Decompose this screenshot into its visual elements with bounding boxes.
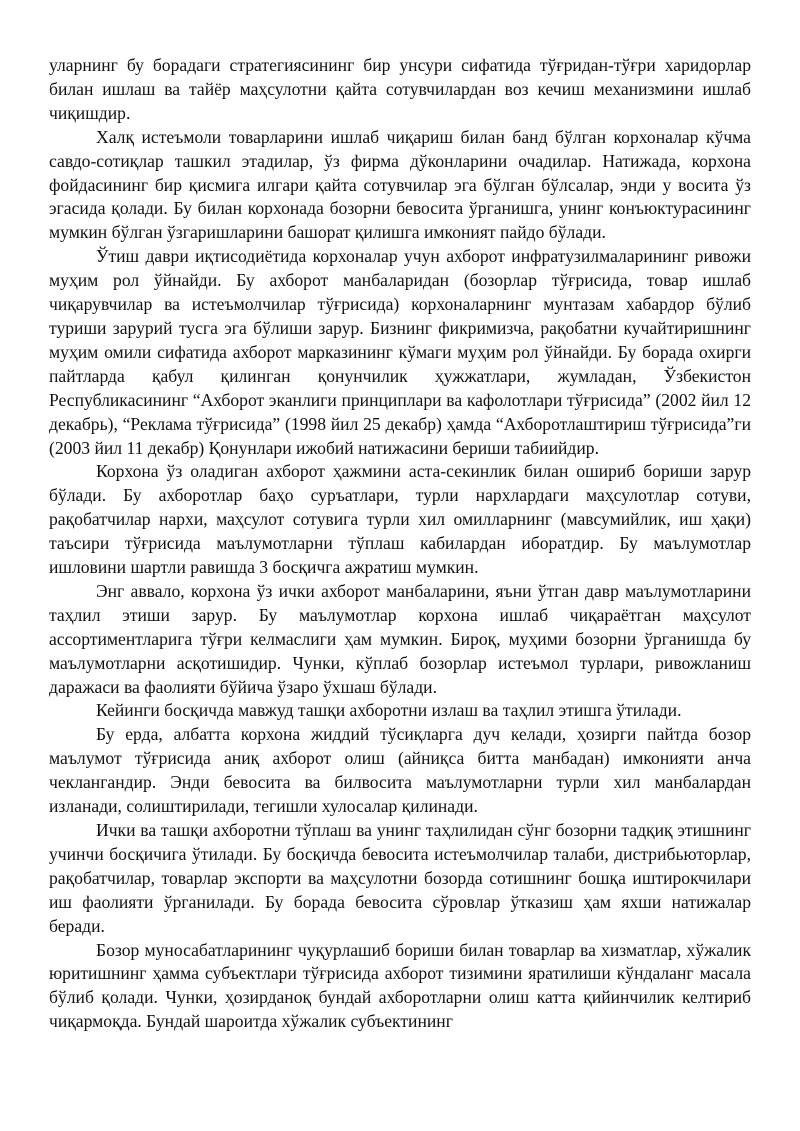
paragraph-3: Ўтиш даври иқтисодиётида корхоналар учун ахборот инфратузилмаларининг ривожи муҳим рол ўйнайди. Бу ахборот манбаларидан (бозорлар тўғрисида, товар ишлаб чиқарувчилар ва истеъмолчилар тўғрисида) корхоналарнинг мунтазам хабардор бўлиб туриши зарурий тусга эга бўлиши зарур. Бизнинг фикримизча, рақобатни кучайтиришнинг муҳим омили сифатида ахборот марказининг кўмаги муҳим рол ўйнайди. Бу борада охирги пайтларда қабул қилинган қонунчилик ҳужжатлари, жумладан, Ўзбекистон Республикасининг “Ахборот эканлиги принциплари ва кафолотлари тўғрисида” (2002 йил 12 декабрь), “Реклама тўғрисида” (1998 йил 25 декабр) ҳамда “Ахборотлаштириш тўғрисида”ги (2003 йил 11 декабр) Қонунлари ижобий натижасини бериши табиийдир. [49,246,751,458]
document-page [49,54,751,1034]
paragraph-4: Корхона ўз оладиган ахборот ҳажмини аста-секинлик билан ошириб бориши зарур бўлади. Бу ахборотлар баҳо суръатлари, турли нархлардаги маҳсулотлар сотуви, рақобатчилар нархи, маҳсулот сотувига турли хил омилларнинг (мавсумийлик, иш ҳақи) таъсири тўғрисида маълумотларни тўплаш кабилардан иборатдир. Бу маълумотлар ишловини шартли равишда 3 босқичга ажратиш мумкин. [49,461,751,578]
paragraph-7: Бу ерда, албатта корхона жиддий тўсиқларга дуч келади, ҳозирги пайтда бозор маълумот тўғрисида аниқ ахборот олиш (айниқса битта манбадан) имконияти анча чеклангандир. Энди бевосита ва билвосита маълумотларни турли хил манбалардан изланади, солиштирилади, тегишли хулосалар қилинади. [49,724,751,817]
paragraph-2: Халқ истеъмоли товарларини ишлаб чиқариш билан банд бўлган корхоналар кўчма савдо-сотиқлар ташкил этадилар, ўз фирма дўконларини очадилар. Натижада, корхона фойдасининг бир қисмига илгари қайта сотувчилар эга бўлган бўлсалар, энди у восита ўз эгасида қолади. Бу билан корхонада бозорни бевосита ўрганишга, унинг конъюктурасининг мумкин бўлган ўзгаришларини башорат қилишга имконият пайдо бўлади. [49,126,751,243]
paragraph-6: Кейинги босқичда мавжуд ташқи ахборотни излаш ва таҳлил этишга ўтилади. [96,700,682,721]
paragraph-9: Бозор муносабатларининг чуқурлашиб бориши билан товарлар ва хизматлар, хўжалик юритишнинг ҳамма субъектлари тўғрисида ахборот тизимини яратилиши кўндаланг масала бўлиб қолади. Чунки, ҳозирданоқ бундай ахборотларни олиш катта қийинчилик келтириб чиқармоқда. Бундай шароитда хўжалик субъектининг [49,939,751,1032]
paragraph-5: Энг аввало, корхона ўз ички ахборот манбаларини, яъни ўтган давр маълумотларини таҳлил этиши зарур. Бу маълумотлар корхона ишлаб чиқараётган маҳсулот ассортиментларига тўғри келмаслиги ҳам мумкин. Бироқ, муҳими бозорни ўрганишда бу маълумотларни асқотишидир. Чунки, кўплаб бозорлар истеъмол турлари, ривожланиш даражаси ва фаолияти бўйича ўзаро ўхшаш бўлади. [49,580,751,697]
paragraph-8: Ички ва ташқи ахборотни тўплаш ва унинг таҳлилидан сўнг бозорни тадқиқ этишнинг учинчи босқичига ўтилади. Бу босқичда бевосита истеъмолчилар талаби, дистрибьюторлар, рақобатчилар, товарлар экспорти ва маҳсулотни бозорда сотишнинг бошқа иштирокчилари иш фаолияти ўрганилади. Бу борада бевосита сўровлар ўтказиш ҳам яхши натижалар беради. [49,820,751,936]
paragraph-1: уларнинг бу борадаги стратегиясининг бир унсури сифатида тўғридан-тўғри харидорлар билан ишлаш ва тайёр маҳсулотни қайта сотувчилардан воз кечиш механизмини ишлаб чиқишдир. [49,55,751,123]
